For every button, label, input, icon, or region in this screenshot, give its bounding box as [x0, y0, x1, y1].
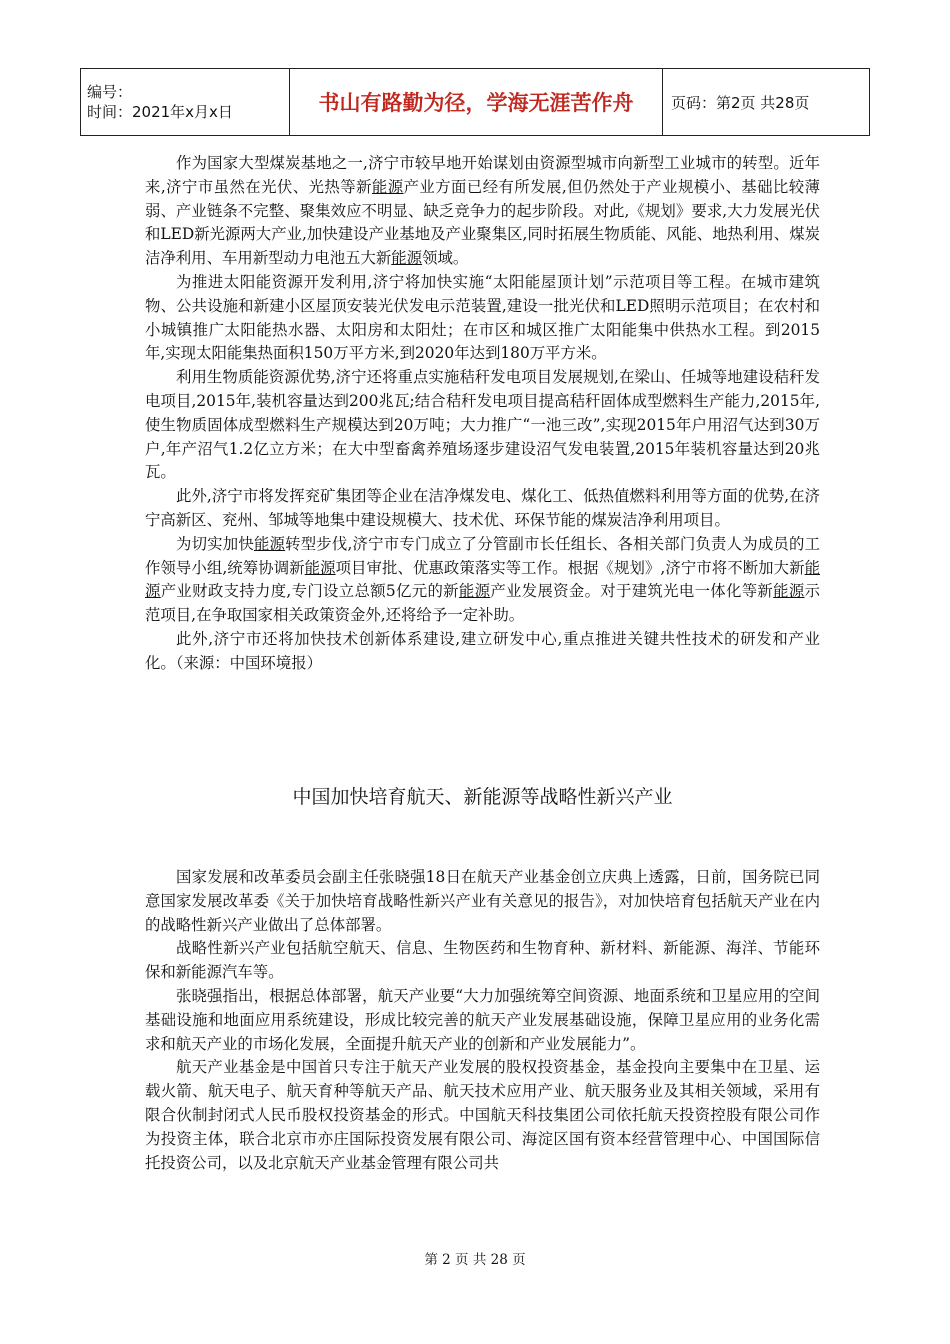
paragraph-text: 转型步伐,济宁市专门成立了分管副市长任组长、各相关部门负责人为成员的工作领导小组,统筹协调新	[145, 534, 820, 577]
paragraph-text: 此外,济宁市将发挥兖矿集团等企业在洁净煤发电、煤化工、低热值燃料利用等方面的优势,在济宁高新区、兖州、邹城等地集中建设规模大、技术优、环保节能的煤炭洁净利用项目。	[145, 487, 820, 529]
paragraph-text: 产业发展资金。对于建筑光电一体化等新	[490, 582, 774, 601]
paragraph	[145, 485, 820, 533]
paragraph: 张晓强指出，根据总体部署，航天产业要“大力加强统筹空间资源、地面系统和卫星应用的空间基础设施和地面应用系统建设，形成比较完善的航天产业发展基础设施，保障卫星应用的业务化需求和航天产业的市场化发展，全面提升航天产业的创新和产业发展能力”。	[145, 986, 820, 1053]
paragraph-text: 产业方面已经有所发展,但仍然处于产业规模小、基础比较薄弱、产业链条不完整、聚集效应不明显、缺乏竞争力的起步阶段。对此,《规划》要求,大力发展光伏和LED新光源两大产业,加快建设产业基地及产业聚集区,同时拓展生物质能、风能、地热利用、煤炭洁净利用、车用新型动力电池五大新	[145, 177, 820, 268]
paragraph	[145, 628, 820, 676]
paragraph-text: 作为国家大型煤炭基地之一,济宁市较早地开始谋划由资源型城市向新型工业城市的转型。近年来,济宁市虽然在光伏、光热等新	[145, 154, 820, 196]
underlined-keyword: 能源	[253, 534, 286, 553]
paragraph	[145, 152, 820, 271]
paragraph-text: 此外,济宁市还将加快技术创新体系建设,建立研发中心,重点推进关键共性技术的研发和产业化。（来源：中国环境报）	[145, 629, 820, 672]
paragraph-text: 产业财政支持力度,专门设立总额5亿元的新	[160, 582, 459, 601]
underlined-keyword: 能源	[371, 177, 404, 196]
article-body-2	[145, 786, 820, 1175]
section-title: 中国加快培育航天、新能源等战略性新兴产业	[292, 786, 673, 808]
header-table	[80, 68, 870, 136]
paragraph: 航天产业基金是中国首只专注于航天产业发展的股权投资基金，基金投向主要集中在卫星、运载火箭、航天电子、航天育种等航天产品、航天技术应用产业、航天服务业及其相关领域，采用有限合伙制封闭式人民币股权投资基金的形式。中国航天科技集团公司依托航天投资控股有限公司作为投资主体，联合北京市亦庄国际投资发展有限公司、海淀区国有资本经营管理中心、中国国际信托投资公司，以及北京航天产业基金管理有限公司共	[145, 1058, 820, 1172]
paragraph-text: 为切实加快	[176, 534, 254, 553]
underlined-keyword: 能源	[458, 582, 491, 601]
paragraph	[145, 366, 820, 485]
underlined-keyword: 能源	[773, 582, 805, 601]
article-body-1	[145, 152, 820, 676]
paragraph-text: 为推进太阳能资源开发利用,济宁将加快实施“太阳能屋顶计划”示范项目等工程。在城市建筑物、公共设施和新建小区屋顶安装光伏发电示范装置,建设一批光伏和LED照明示范项目；在农村和小城镇推广太阳能热水器、太阳房和太阳灶；在市区和城区推广太阳能集中供热水工程。到2015年,实现太阳能集热面积150万平方米,到2020年达到180万平方米。	[145, 272, 820, 363]
paragraph	[145, 533, 820, 628]
paragraph-text: 项目审批、优惠政策落实等工作。根据《规划》,济宁市将不断加大新	[335, 558, 805, 577]
paragraph-text: 利用生物质能资源优势,济宁还将重点实施秸秆发电项目发展规划,在梁山、任城等地建设秸秆发电项目,2015年,装机容量达到200兆瓦;结合秸秆发电项目提高秸秆固体成型燃料生产能力,2015年,使生物质固体成型燃料生产规模达到20万吨；大力推广“一池三改”,实现2015年户用沼气达到30万户,年产沼气1.2亿立方米；在大中型畜禽养殖场逐步建设沼气发电装置,2015年装机容量达到20兆瓦。	[145, 368, 820, 482]
page-footer: 第 2 页 共 28 页	[424, 1252, 526, 1268]
paragraph-text: 示范项目,在争取国家相关政策资金外,还将给予一定补助。	[145, 582, 820, 625]
underlined-keyword: 能源	[391, 249, 423, 268]
document-date: 时间：2021年x月x日	[87, 103, 233, 121]
underlined-keyword: 能源	[145, 558, 820, 601]
underlined-keyword: 能源	[304, 558, 336, 577]
header-motto: 书山有路勤为径，学海无涯苦作舟	[290, 69, 663, 136]
paragraph	[145, 271, 820, 366]
paragraph: 国家发展和改革委员会副主任张晓强18日在航天产业基金创立庆典上透露，日前，国务院已同意国家发展改革委《关于加快培育战略性新兴产业有关意见的报告》，对加快培育包括航天产业在内的战略性新兴产业做出了总体部署。	[145, 868, 820, 934]
header-info-cell	[81, 69, 290, 136]
paragraph-text: 领域。	[422, 249, 469, 268]
paragraph: 战略性新兴产业包括航空航天、信息、生物医药和生物育种、新材料、新能源、海洋、节能环保和新能源汽车等。	[145, 939, 820, 982]
header-page-number: 页码：第2页 共28页	[663, 69, 870, 136]
document-number: 编号：	[87, 83, 133, 101]
